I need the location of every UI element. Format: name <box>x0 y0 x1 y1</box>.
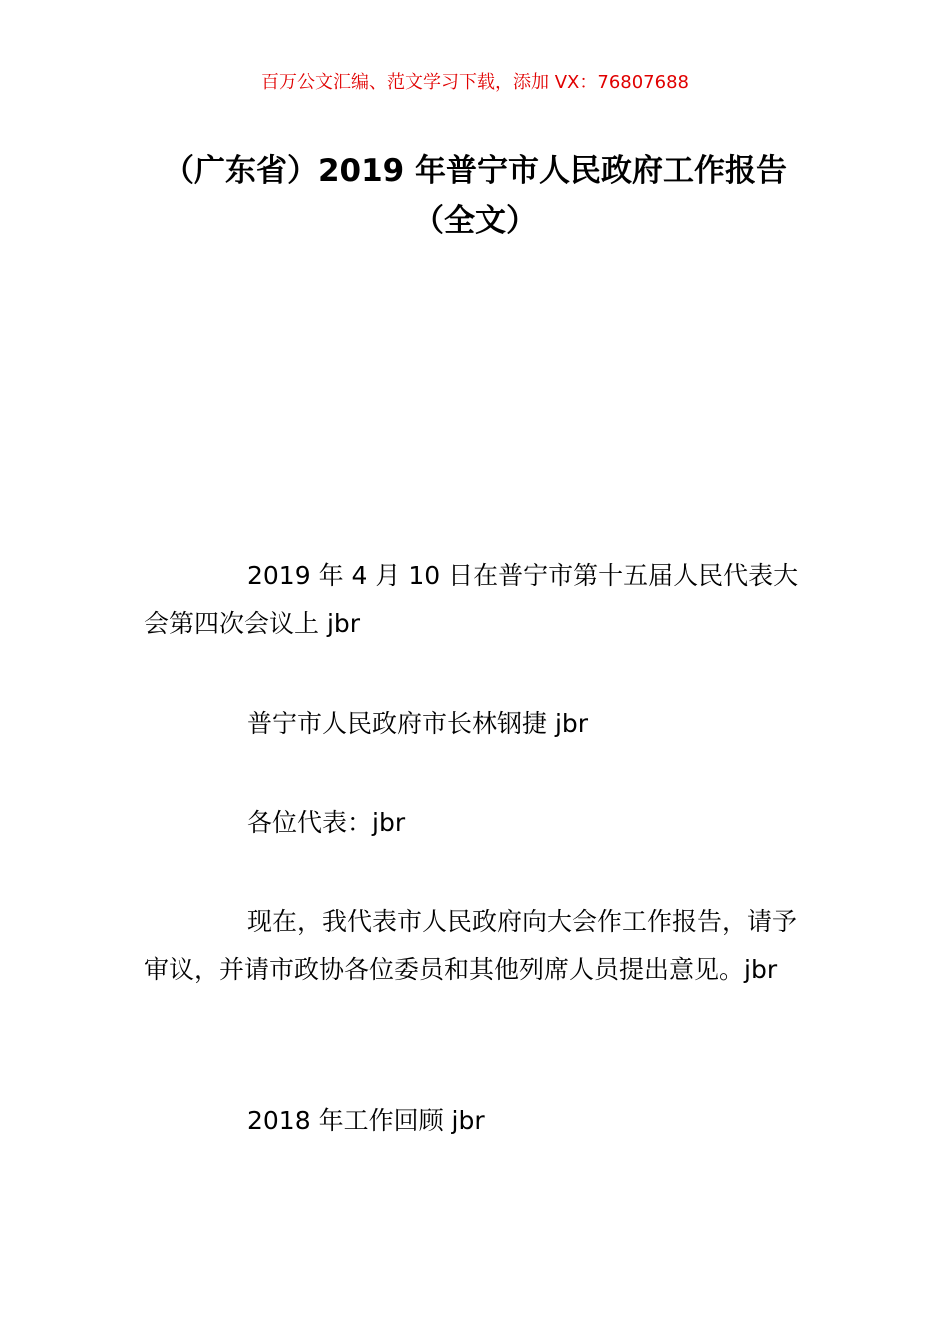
header-watermark-note: 百万公文汇编、范文学习下载，添加 VX：76807688 <box>261 72 689 93</box>
paragraph-section-heading: 2018 年工作回顾 jbr <box>247 1106 485 1135</box>
paragraph-speaker: 普宁市人民政府市长林钢捷 jbr <box>247 709 589 738</box>
document-title: （广东省）2019 年普宁市人民政府工作报告（全文） <box>162 153 788 239</box>
paragraph-salutation: 各位代表：jbr <box>247 808 406 837</box>
paragraph-opening: 现在，我代表市人民政府向大会作工作报告，请予审议，并请市政协各位委员和其他列席人员提出意见。jbr <box>144 907 798 984</box>
paragraph-meeting-info: 2019 年 4 月 10 日在普宁市第十五届人民代表大会第四次会议上 jbr <box>144 561 799 638</box>
